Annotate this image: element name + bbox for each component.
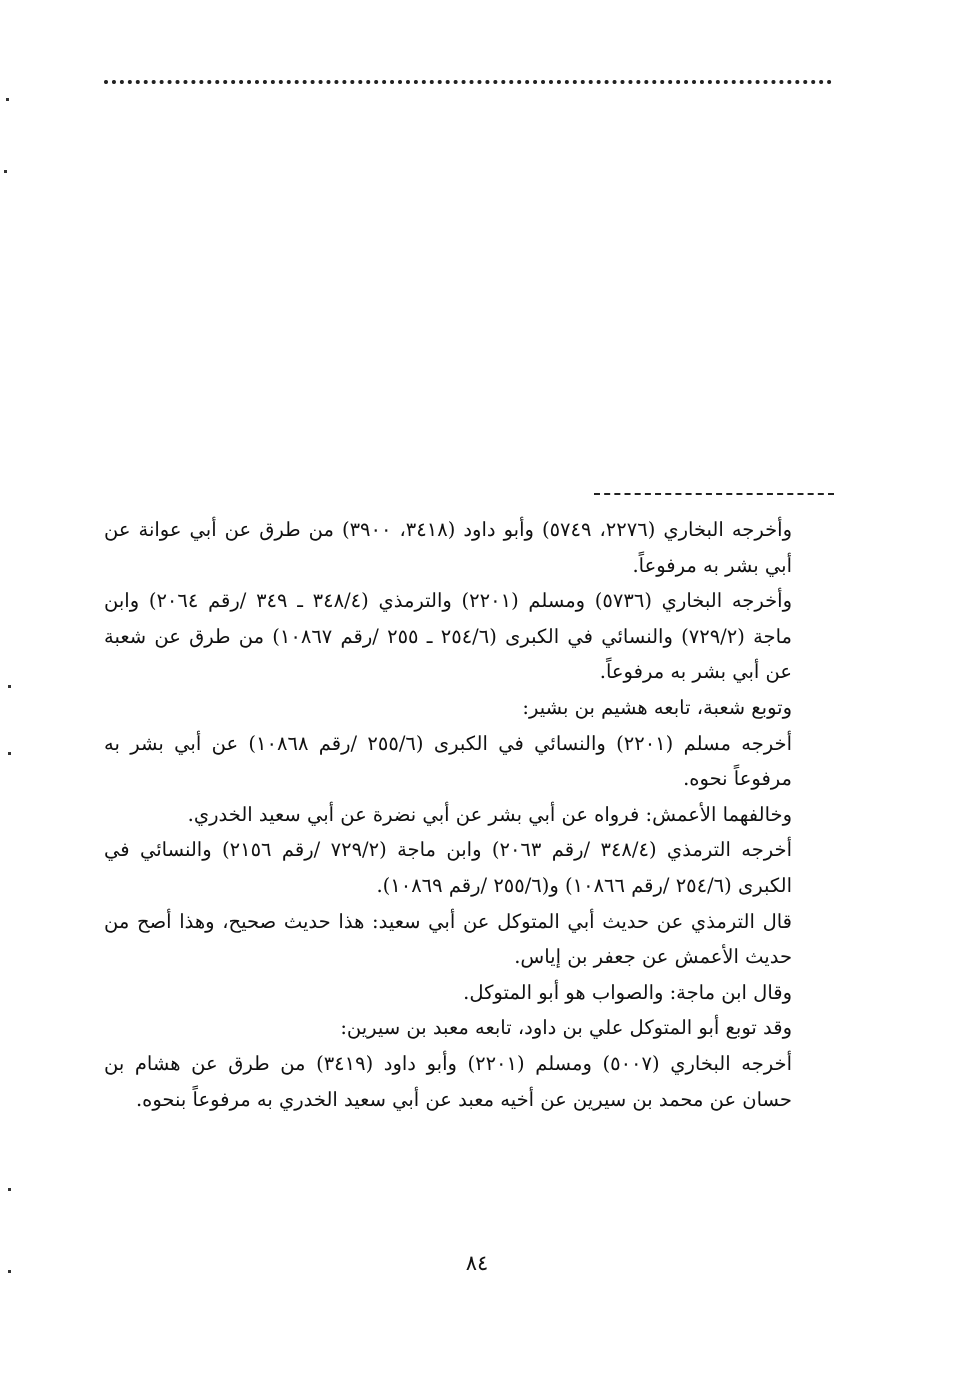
footnote-paragraph: وخالفهما الأعمش: فرواه عن أبي بشر عن أبي نضرة عن أبي سعيد الخدري. bbox=[187, 802, 792, 826]
footnote-paragraph: أخرجه الترمذي (٣٤٨/٤ /رقم ٢٠٦٣) وابن ماجة (٧٢٩/٢ /رقم ٢١٥٦) والنسائي في الكبرى (٢٥٤/٦ /رقم ١٠٨٦٦) و(٢٥٥/٦ /رقم ١٠٨٦٩). bbox=[104, 838, 793, 897]
footnote-paragraph: وأخرجه البخاري (٥٧٣٦) ومسلم (٢٢٠١) والترمذي (٣٤٨/٤ ـ ٣٤٩ /رقم ٢٠٦٤) وابن ماجة (٧٢٩/٢) والنسائي في الكبرى (٢٥٤/٦ ـ ٢٥٥ /رقم ١٠٨٦٧) من طرق عن شعبة عن أبي بشر به مرفوعاً. bbox=[104, 589, 792, 684]
margin-speck bbox=[8, 1188, 11, 1191]
margin-speck bbox=[6, 98, 9, 101]
footnote-paragraph: وقال ابن ماجة: والصواب هو أبو المتوكل. bbox=[463, 980, 792, 1004]
footnote-paragraph: قال الترمذي عن حديث أبي المتوكل عن أبي سعيد: هذا حديث صحيح، وهذا أصح من حديث الأعمش عن جعفر بن إياس. bbox=[104, 909, 792, 969]
footnote-paragraph: أخرجه البخاري (٥٠٠٧) ومسلم (٢٢٠١) وأبو داود (٣٤١٩) من طرق عن هشام بن حسان عن محمد بن سيرين عن أخيه معبد عن أبي سعيد الخدري به مرفوعاً بنحوه. bbox=[104, 1051, 792, 1111]
footnote-paragraph: أخرجه مسلم (٢٢٠١) والنسائي في الكبرى (٢٥٥/٦ /رقم ١٠٨٦٨) عن أبي بشر به مرفوعاً نحوه. bbox=[104, 731, 792, 791]
margin-speck bbox=[8, 752, 11, 755]
footnote-paragraph: وتوبع شعبة، تابعه هشيم بن بشير: bbox=[522, 695, 792, 719]
footnote-paragraph: وأخرجه البخاري (٢٢٧٦، ٥٧٤٩) وأبو داود (٣٤١٨، ٣٩٠٠) من طرق عن أبي عوانة عن أبي بشر به مرفوعاً. bbox=[104, 518, 792, 577]
page-number: ٨٤ bbox=[465, 1251, 489, 1275]
footnotes-block bbox=[104, 512, 792, 1117]
margin-speck bbox=[4, 170, 7, 173]
footnote-paragraph: وقد توبع أبو المتوكل علي بن داود، تابعه معبد بن سيرين: bbox=[340, 1016, 792, 1040]
dotted-separator bbox=[104, 80, 832, 84]
margin-speck bbox=[8, 685, 11, 688]
footnote-separator bbox=[594, 493, 834, 495]
